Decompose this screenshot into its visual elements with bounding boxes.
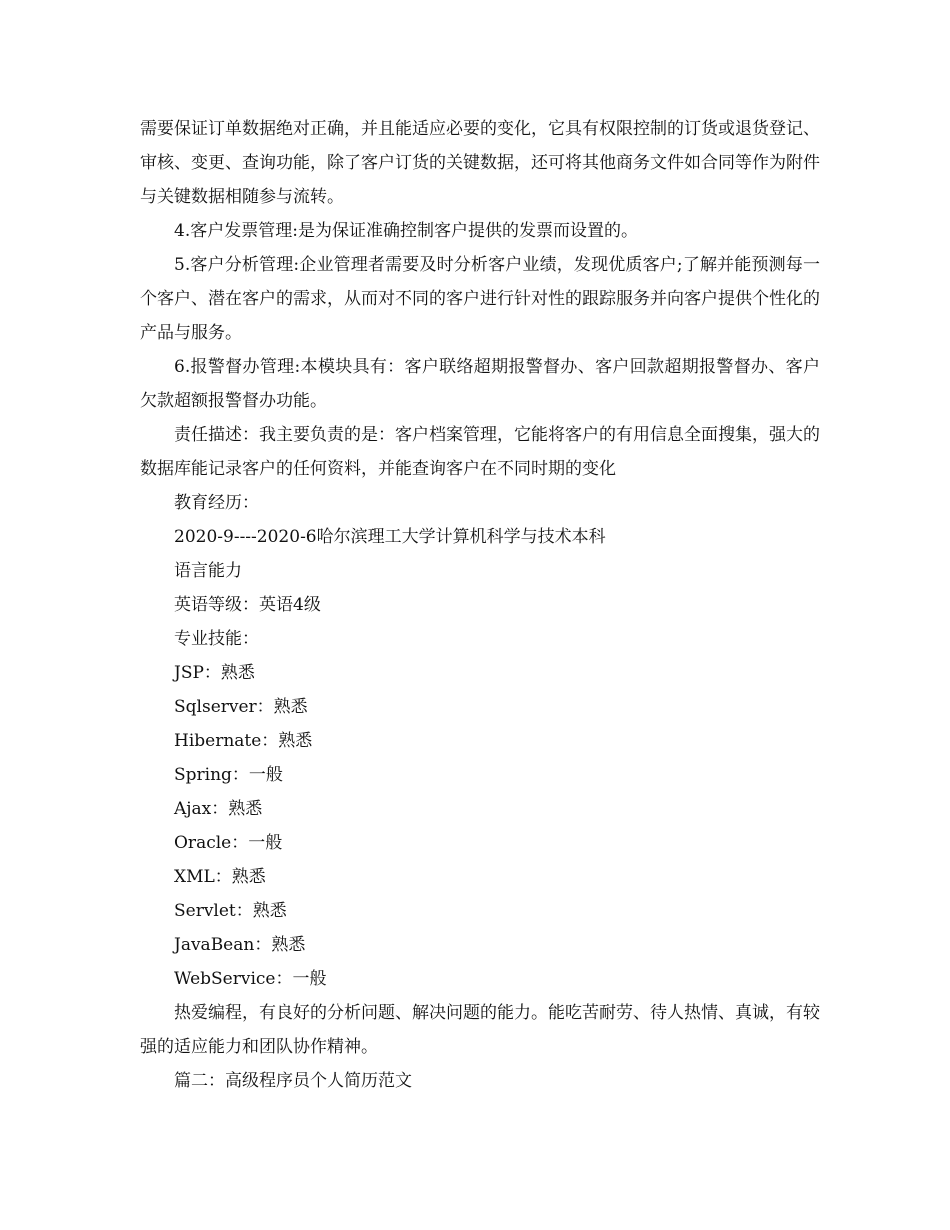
skill-item: Servlet：熟悉 xyxy=(174,901,287,921)
heading-language: 语言能力 xyxy=(174,561,242,581)
paragraph-order-management-continued: 需要保证订单数据绝对正确，并且能适应必要的变化，它具有权限控制的订货或退货登记、审核、变更、查询功能，除了客户订货的关键数据，还可将其他商务文件如合同等作为附件与关键数据相随参与流转。 xyxy=(140,119,820,207)
paragraph-self-evaluation: 热爱编程，有良好的分析问题、解决问题的能力。能吃苦耐劳、待人热情、真诚，有较强的适应能力和团队协作精神。 xyxy=(140,1003,820,1057)
skill-item: JavaBean：熟悉 xyxy=(174,935,306,955)
paragraph-responsibility: 责任描述：我主要负责的是：客户档案管理，它能将客户的有用信息全面搜集，强大的数据库能记录客户的任何资料，并能查询客户在不同时期的变化 xyxy=(140,425,820,479)
english-level: 英语等级：英语4级 xyxy=(174,595,321,615)
skill-item: JSP：熟悉 xyxy=(174,663,255,683)
section-heading-part-two: 篇二：高级程序员个人简历范文 xyxy=(174,1071,412,1091)
skill-item: Oracle：一般 xyxy=(174,833,283,853)
paragraph-alarm-supervision: 6.报警督办管理:本模块具有：客户联络超期报警督办、客户回款超期报警督办、客户欠款超额报警督办功能。 xyxy=(140,357,820,411)
heading-education: 教育经历： xyxy=(174,493,259,513)
paragraph-invoice-management: 4.客户发票管理:是为保证准确控制客户提供的发票而设置的。 xyxy=(174,221,638,241)
skill-item: Ajax：熟悉 xyxy=(174,799,263,819)
skill-item: WebService：一般 xyxy=(174,969,327,989)
skill-item: XML：熟悉 xyxy=(174,867,266,887)
paragraph-customer-analysis: 5.客户分析管理:企业管理者需要及时分析客户业绩，发现优质客户;了解并能预测每一个客户、潜在客户的需求，从而对不同的客户进行针对性的跟踪服务并向客户提供个性化的产品与服务。 xyxy=(140,255,820,343)
skill-item: Sqlserver：熟悉 xyxy=(174,697,308,717)
education-entry: 2020-9----2020-6哈尔滨理工大学计算机科学与技术本科 xyxy=(174,527,606,547)
skill-item: Spring：一般 xyxy=(174,765,283,785)
skill-item: Hibernate：熟悉 xyxy=(174,731,313,751)
heading-skills: 专业技能： xyxy=(174,629,259,649)
document-page xyxy=(140,112,820,1098)
